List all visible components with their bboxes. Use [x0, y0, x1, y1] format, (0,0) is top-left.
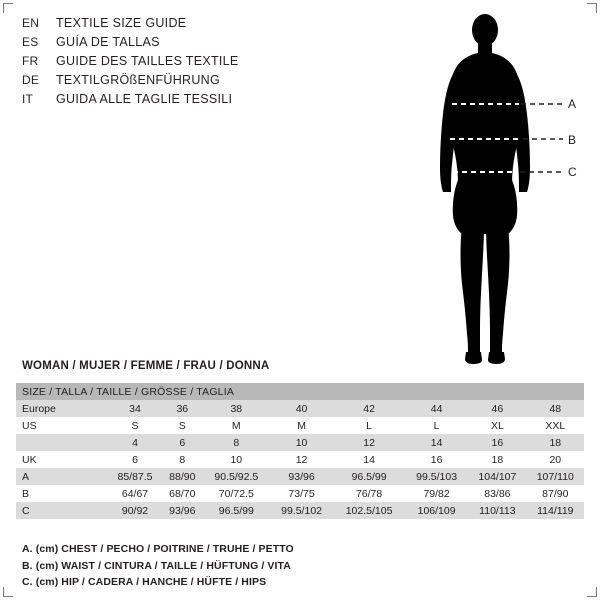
cell: 76/78	[333, 485, 405, 502]
corner-mark-top-left	[3, 3, 13, 13]
language-code: EN	[22, 16, 40, 30]
cell: L	[405, 417, 468, 434]
cell: 104/107	[468, 468, 527, 485]
cell: 64/67	[108, 485, 162, 502]
cell: 38	[203, 400, 271, 417]
cell: 85/87.5	[108, 468, 162, 485]
cell: 99.5/103	[405, 468, 468, 485]
cell: 87/90	[527, 485, 584, 502]
cell: S	[162, 417, 203, 434]
corner-mark-bottom-left	[3, 587, 13, 597]
language-title: TEXTILE SIZE GUIDE	[56, 16, 187, 30]
table-row	[16, 417, 584, 434]
table-row	[16, 502, 584, 519]
cell: 12	[333, 434, 405, 451]
cell: 46	[468, 400, 527, 417]
cell: 110/113	[468, 502, 527, 519]
row-label: Europe	[16, 400, 108, 417]
cell: 106/109	[405, 502, 468, 519]
measure-label-c: C	[568, 165, 577, 179]
measurement-legend	[22, 541, 422, 591]
language-row-fr	[22, 52, 352, 71]
corner-mark-bottom-right	[587, 587, 597, 597]
cell: 18	[527, 434, 584, 451]
cell: 14	[405, 434, 468, 451]
language-row-de	[22, 71, 352, 90]
cell: 93/96	[270, 468, 333, 485]
cell: 70/72.5	[203, 485, 271, 502]
cell: 44	[405, 400, 468, 417]
section-heading-woman: WOMAN / MUJER / FEMME / FRAU / DONNA	[22, 360, 270, 372]
table-row	[16, 451, 584, 468]
row-label: UK	[16, 451, 108, 468]
cell: XL	[468, 417, 527, 434]
cell: 16	[468, 434, 527, 451]
language-title: TEXTILGRÖßENFÜHRUNG	[56, 73, 221, 87]
female-silhouette-icon	[400, 8, 600, 368]
cell: 42	[333, 400, 405, 417]
cell: S	[108, 417, 162, 434]
cell: 8	[203, 434, 271, 451]
measure-label-b: B	[568, 133, 577, 147]
cell: 10	[203, 451, 271, 468]
row-label: US	[16, 417, 108, 434]
cell: 48	[527, 400, 584, 417]
cell: 4	[108, 434, 162, 451]
table-header-row	[16, 383, 584, 400]
cell: M	[203, 417, 271, 434]
table-row	[16, 434, 584, 451]
cell: 96.5/99	[333, 468, 405, 485]
table-row	[16, 485, 584, 502]
footnote-a: A. (cm) CHEST / PECHO / POITRINE / TRUHE / PETTO	[22, 543, 294, 555]
cell: 20	[527, 451, 584, 468]
cell: 6	[162, 434, 203, 451]
corner-mark-top-right	[587, 3, 597, 13]
footnote-b: B. (cm) WAIST / CINTURA / TAILLE / HÜFTUNG / VITA	[22, 559, 291, 572]
cell: 107/110	[527, 468, 584, 485]
cell: 36	[162, 400, 203, 417]
language-title-block	[22, 14, 352, 109]
row-label: A	[16, 468, 108, 485]
cell: 40	[270, 400, 333, 417]
cell: 73/75	[270, 485, 333, 502]
cell: 6	[108, 451, 162, 468]
language-title: GUIDA ALLE TAGLIE TESSILI	[56, 92, 233, 106]
language-row-es	[22, 33, 352, 52]
cell: 68/70	[162, 485, 203, 502]
language-code: ES	[22, 35, 39, 49]
cell: 16	[405, 451, 468, 468]
cell: 114/119	[527, 502, 584, 519]
row-label: C	[16, 502, 108, 519]
cell: 12	[270, 451, 333, 468]
cell: 99.5/102	[270, 502, 333, 519]
cell: M	[270, 417, 333, 434]
table-row	[16, 468, 584, 485]
language-code: FR	[22, 54, 39, 68]
footnote-c: C. (cm) HIP / CADERA / HANCHE / HÜFTE / HIPS	[22, 576, 267, 588]
language-row-it	[22, 90, 352, 109]
cell: 93/96	[162, 502, 203, 519]
language-title: GUÍA DE TALLAS	[56, 35, 160, 49]
table-row	[16, 400, 584, 417]
size-table	[16, 383, 584, 519]
cell: 90/92	[108, 502, 162, 519]
cell: 34	[108, 400, 162, 417]
cell: 83/86	[468, 485, 527, 502]
cell: XXL	[527, 417, 584, 434]
cell: 88/90	[162, 468, 203, 485]
cell: 18	[468, 451, 527, 468]
table-header-label: SIZE / TALLA / TAILLE / GRÖSSE / TAGLIA	[22, 385, 235, 398]
language-row-en	[22, 14, 352, 33]
cell: 79/82	[405, 485, 468, 502]
cell: L	[333, 417, 405, 434]
row-label	[16, 434, 108, 451]
cell: 14	[333, 451, 405, 468]
measure-label-a: A	[568, 97, 577, 111]
cell: 10	[270, 434, 333, 451]
language-code: DE	[22, 73, 40, 87]
female-silhouette-figure	[400, 8, 600, 368]
cell: 90.5/92.5	[203, 468, 271, 485]
language-code: IT	[22, 92, 34, 106]
cell: 8	[162, 451, 203, 468]
cell: 102.5/105	[333, 502, 405, 519]
language-title: GUIDE DES TAILLES TEXTILE	[56, 54, 239, 68]
cell: 96.5/99	[203, 502, 271, 519]
row-label: B	[16, 485, 108, 502]
